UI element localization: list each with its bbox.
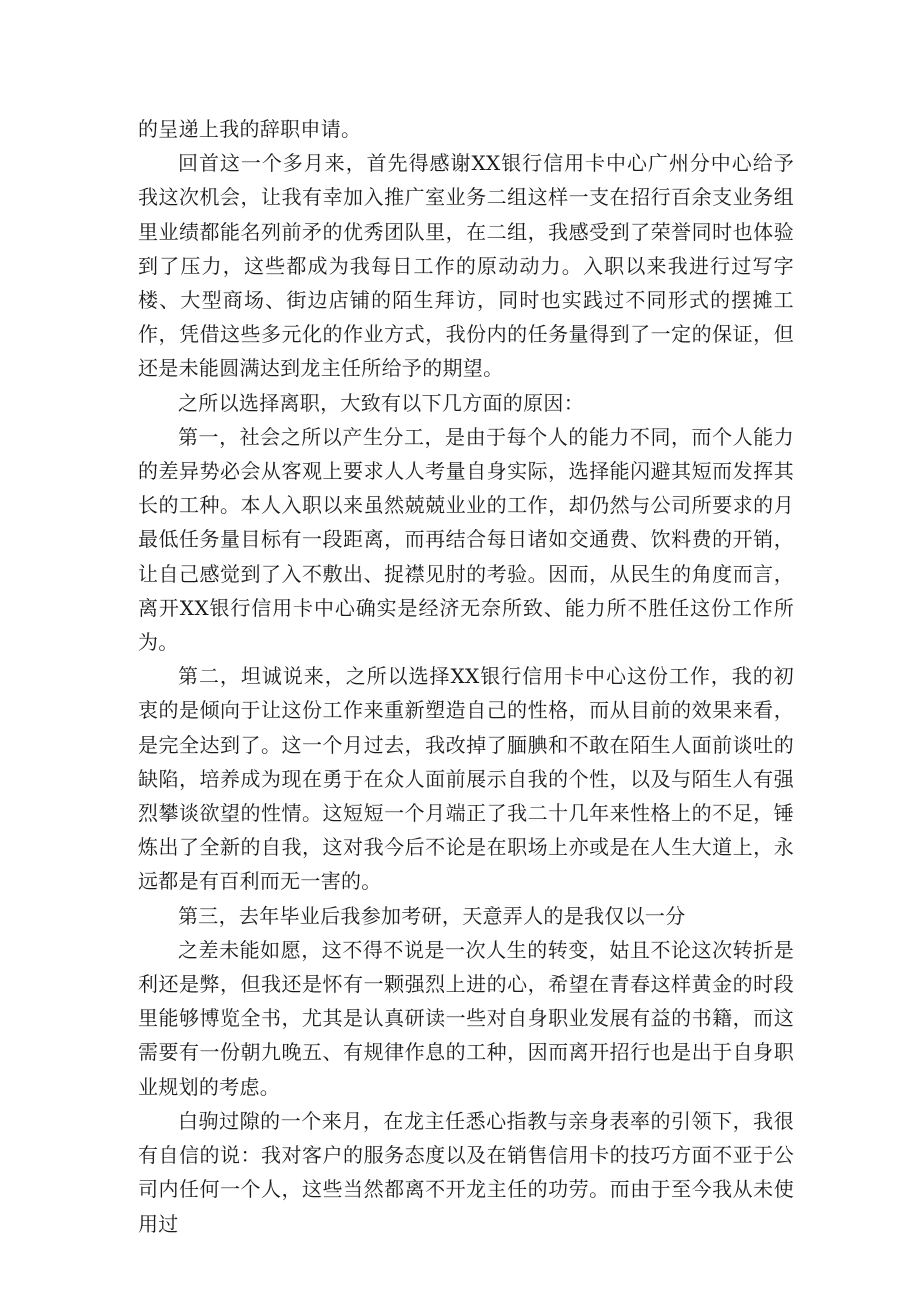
paragraph-2: 回首这一个多月来，首先得感谢XX银行信用卡中心广州分中心给予我这次机会，让我有幸加入推广室业务二组这样一支在招行百余支业务组里业绩都能名列前矛的优秀团队里，在二组，我感受到了荣誉同时也体验到了压力，这些都成为我每日工作的原动动力。入职以来我进行过写字楼、大型商场、街边店铺的陌生拜访，同时也实践过不同形式的摆摊工作，凭借这些多元化的作业方式，我份内的任务量得到了一定的保证，但还是未能圆满达到龙主任所给予的期望。 bbox=[138, 151, 794, 381]
paragraph-6: 第三，去年毕业后我参加考研，天意弄人的是我仅以一分 bbox=[178, 903, 686, 928]
paragraph-1: 的呈递上我的辞职申请。 bbox=[138, 117, 362, 141]
paragraph-5: 第二，坦诚说来，之所以选择XX银行信用卡中心这份工作，我的初衷的是倾向于让这份工作来重新塑造自己的性格，而从目前的效果来看，是完全达到了。这一个月过去，我改掉了腼腆和不敢在陌生人面前谈吐的缺陷，培养成为现在勇于在众人面前展示自我的个性，以及与陌生人有强烈攀谈欲望的性情。这短短一个月端正了我二十几年来性格上的不足，锤炼出了全新的自我，这对我今后不论是在职场上亦或是在人生大道上，永远都是有百利而无一害的。 bbox=[138, 664, 794, 894]
paragraph-4: 第一，社会之所以产生分工，是由于每个人的能力不同，而个人能力的差异势必会从客观上要求人人考量自身实际，选择能闪避其短而发挥其长的工种。本人入职以来虽然兢兢业业的工作，却仍然与公司所要求的月最低任务量目标有一段距离，而再结合每日诸如交通费、饮料费的开销，让自己感觉到了入不敷出、捉襟见肘的考验。因而，从民生的角度而言，离开XX银行信用卡中心确实是经济无奈所致、能力所不胜任这份工作所为。 bbox=[138, 424, 794, 655]
paragraph-8: 白驹过隙的一个来月，在龙主任悉心指教与亲身表率的引领下，我很有自信的说：我对客户的服务态度以及在销售信用卡的技巧方面不亚于公司内任何一个人，这些当然都离不开龙主任的功劳。而由于至今我从未使用过 bbox=[138, 1108, 794, 1236]
document-body bbox=[138, 112, 794, 1241]
paragraph-7: 之差未能如愿，这不得不说是一次人生的转变，姑且不论这次转折是利还是弊，但我还是怀有一颗强烈上进的心，希望在青春这样黄金的时段里能够博览全书，尤其是认真研读一些对自身职业发展有益的书籍，而这需要有一份朝九晚五、有规律作息的工种，因而离开招行也是出于自身职业规划的考虑。 bbox=[138, 937, 794, 1099]
paragraph-3: 之所以选择离职，大致有以下几方面的原因： bbox=[178, 390, 584, 415]
